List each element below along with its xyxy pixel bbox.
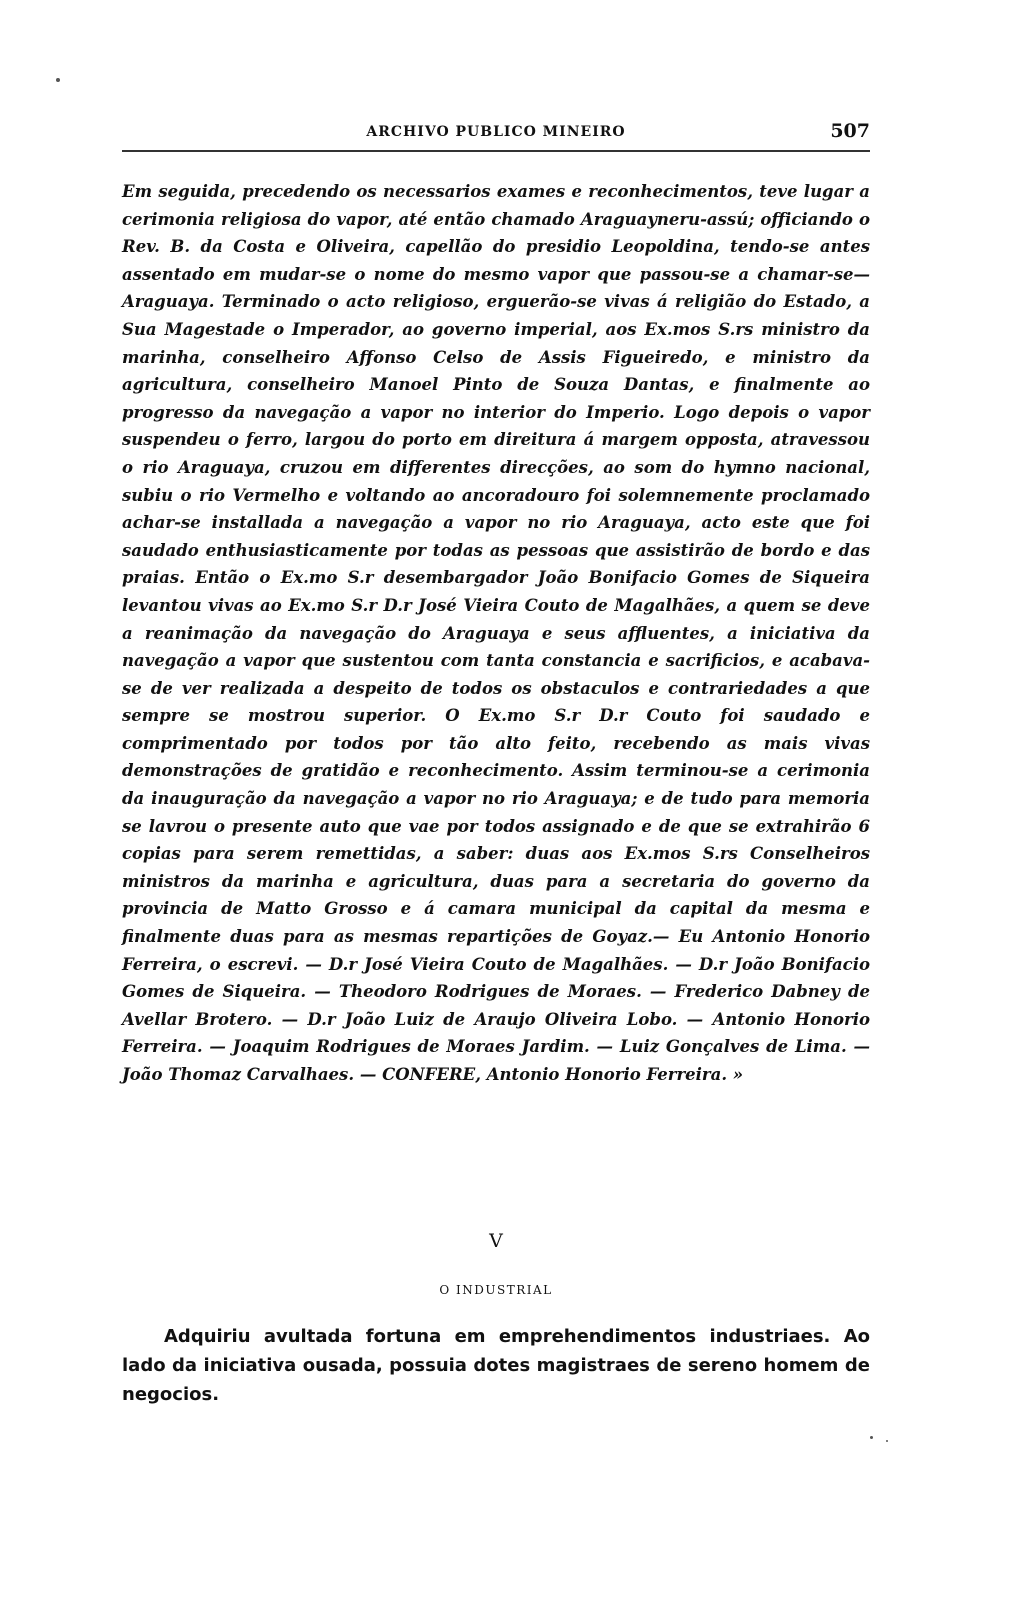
header-title: ARCHIVO PUBLICO MINEIRO xyxy=(366,124,626,140)
section-numeral: V xyxy=(489,1230,503,1252)
section-title: O INDUSTRIAL xyxy=(439,1283,553,1297)
header-rule xyxy=(122,150,870,152)
scan-speck xyxy=(870,1436,873,1439)
scan-speck xyxy=(56,78,60,82)
page-number: 507 xyxy=(830,120,870,142)
running-header xyxy=(122,120,870,152)
scan-speck xyxy=(886,1440,888,1442)
body-paragraph: Em seguida, precedendo os necessarios exames e reconhecimentos, teve lugar a cerimonia religiosa do vapor, até então chamado Araguayneru-assú; officiando o Rev. B. da Costa e Oliveira, capellão do presidio Leopoldina, tendo-se antes assentado em mudar-se o nome do mesmo vapor que passou-se a chamar-se—Araguaya. Terminado o acto religioso, erguerão-se vivas á religião do Estado, a Sua Magestade o Imperador, ao governo imperial, aos Ex.mos S.rs ministro da marinha, conselheiro Affonso Celso de Assis Figueiredo, e ministro da agricultura, conselheiro Manoel Pinto de Souza Dantas, e finalmente ao progresso da navegação a vapor no interior do Imperio. Logo depois o vapor suspendeu o ferro, largou do porto em direitura á margem opposta, atravessou o rio Araguaya, cruzou em differentes direcções, ao som do hymno nacional, subiu o rio Vermelho e voltando ao ancoradouro foi solemnemente proclamado achar-se installada a navegação a vapor no rio Araguaya, acto este que foi saudado enthusiasticamente por todas as pessoas que assistirão de bordo e das praias. Então o Ex.mo S.r desembargador João Bonifacio Gomes de Siqueira levantou vivas ao Ex.mo S.r D.r José Vieira Couto de Magalhães, a quem se deve a reanimação da navegação do Araguaya e seus affluentes, a iniciativa da navegação a vapor que sustentou com tanta constancia e sacrificios, e acabava-se de ver realizada a despeito de todos os obstaculos e contrariedades a que sempre se mostrou superior. O Ex.mo S.r D.r Couto foi saudado e comprimentado por todos por tão alto feito, recebendo as mais vivas demonstrações de gratidão e reconhecimento. Assim terminou-se a cerimonia da inauguração da navegação a vapor no rio Araguaya; e de tudo para memoria se lavrou o presente auto que vae por todos assignado e de que se extrahirão 6 copias para serem remettidas, a saber: duas aos Ex.mos S.rs Conselheiros ministros da marinha e agricultura, duas para a secretaria do governo da provincia de Matto Grosso e á camara municipal da capital da mesma e finalmente duas para as mesmas repartições de Goyaz.— Eu Antonio Honorio Ferreira, o escrevi. — D.r José Vieira Couto de Magalhães. — D.r João Bonifacio Gomes de Siqueira. — Theodoro Rodrigues de Moraes. — Frederico Dabney de Avellar Brotero. — D.r João Luiz de Araujo Oliveira Lobo. — Antonio Honorio Ferreira. — Joaquim Rodrigues de Moraes Jardim. — Luiz Gonçalves de Lima. — João Thomaz Carvalhaes. — CONFERE, Antonio Honorio Ferreira. » xyxy=(122,182,870,1084)
closing-paragraph: Adquiriu avultada fortuna em emprehendimentos industriaes. Ao lado da iniciativa ousada, possuia dotes magistraes de sereno homem de negocios. xyxy=(122,1326,870,1405)
